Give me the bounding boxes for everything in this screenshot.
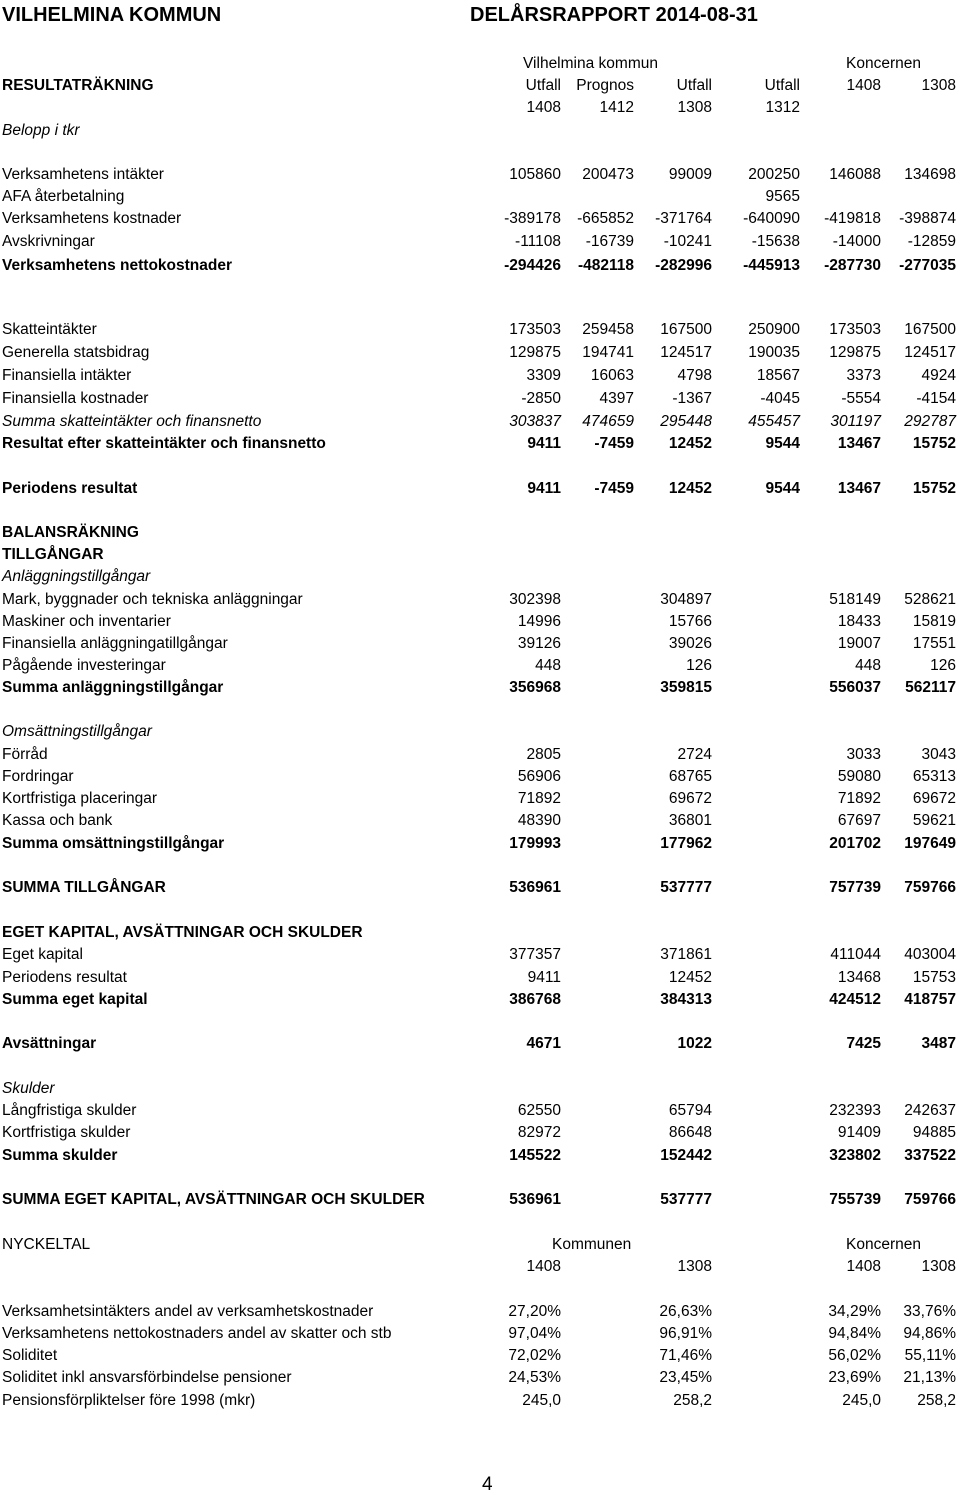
cell-value: -11108 <box>515 233 561 250</box>
cell-value: 2805 <box>526 746 561 763</box>
cell-value: -12859 <box>907 233 956 250</box>
cell-value: 386768 <box>509 991 561 1008</box>
cell-value: 1022 <box>677 1035 712 1052</box>
cell-value: 15752 <box>912 435 956 452</box>
cell-value: 39026 <box>668 635 712 652</box>
cell-value: 194741 <box>582 344 634 361</box>
cell-value: 68765 <box>668 768 712 785</box>
cell-value: 62550 <box>517 1102 561 1119</box>
row-label: Finansiella kostnader <box>2 390 149 407</box>
cell-value: -10241 <box>663 233 712 250</box>
row-label: Kortfristiga skulder <box>2 1124 131 1141</box>
cell-value: -5554 <box>841 390 881 407</box>
row-label: Omsättningstillgångar <box>2 723 152 740</box>
cell-value: 134698 <box>904 166 956 183</box>
section-title-nyckeltal: NYCKELTAL <box>2 1236 91 1253</box>
cell-value: 15753 <box>912 969 956 986</box>
cell-value: -15638 <box>751 233 800 250</box>
cell-value: 152442 <box>660 1147 712 1164</box>
cell-value: 13467 <box>837 435 881 452</box>
column-period: 1308 <box>921 1258 956 1275</box>
cell-value: 259458 <box>582 321 634 338</box>
cell-value: 69672 <box>912 790 956 807</box>
cell-value: 179993 <box>509 835 561 852</box>
row-label: Periodens resultat <box>2 480 138 497</box>
cell-value: 13467 <box>837 480 881 497</box>
section-title-resultatrakning: RESULTATRÄKNING <box>2 77 154 94</box>
cell-value: 19007 <box>837 635 881 652</box>
cell-value: 3043 <box>921 746 956 763</box>
row-label: Verksamhetens intäkter <box>2 166 164 183</box>
cell-value: 3309 <box>526 367 561 384</box>
cell-value: 295448 <box>660 413 712 430</box>
row-label: Soliditet <box>2 1347 58 1364</box>
cell-value: 403004 <box>904 946 956 963</box>
cell-value: 245,0 <box>842 1392 881 1409</box>
row-label: Verksamhetens nettokostnaders andel av skatter och stb <box>2 1325 392 1342</box>
cell-value: 411044 <box>830 946 881 963</box>
cell-value: -2850 <box>521 390 561 407</box>
cell-value: 48390 <box>517 812 561 829</box>
cell-value: 24,53% <box>508 1369 561 1386</box>
cell-value: 9411 <box>527 969 561 986</box>
row-label: Fordringar <box>2 768 74 785</box>
cell-value: 146088 <box>829 166 881 183</box>
cell-value: 173503 <box>509 321 561 338</box>
column-header: Utfall <box>764 77 800 94</box>
cell-value: 302398 <box>509 591 561 608</box>
cell-value: 94,86% <box>903 1325 956 1342</box>
row-label: Summa eget kapital <box>2 991 148 1008</box>
cell-value: 39126 <box>517 635 561 652</box>
cell-value: 304897 <box>660 591 712 608</box>
cell-value: 323802 <box>829 1147 881 1164</box>
cell-value: 15766 <box>668 613 712 630</box>
row-label: SUMMA TILLGÅNGAR <box>2 879 166 896</box>
cell-value: 384313 <box>660 991 712 1008</box>
group-header-kommunen: Kommunen <box>552 1236 632 1253</box>
cell-value: -7459 <box>594 480 634 497</box>
cell-value: 56,02% <box>828 1347 881 1364</box>
cell-value: 27,20% <box>508 1303 561 1320</box>
column-period: 1308 <box>677 1258 712 1275</box>
cell-value: 201702 <box>829 835 881 852</box>
row-label: Anläggningstillgångar <box>2 568 151 585</box>
cell-value: 65313 <box>912 768 956 785</box>
cell-value: 26,63% <box>659 1303 712 1320</box>
cell-value: 126 <box>930 657 956 674</box>
column-period: 1308 <box>677 99 712 116</box>
cell-value: 94885 <box>912 1124 956 1141</box>
cell-value: 69672 <box>668 790 712 807</box>
cell-value: 536961 <box>509 879 561 896</box>
cell-value: 3487 <box>921 1035 956 1052</box>
cell-value: 418757 <box>904 991 956 1008</box>
row-label: Skatteintäkter <box>2 321 97 338</box>
cell-value: -287730 <box>824 257 881 274</box>
cell-value: 71892 <box>837 790 881 807</box>
column-header: Prognos <box>576 77 634 94</box>
cell-value: 4397 <box>599 390 634 407</box>
row-label: Summa skulder <box>2 1147 118 1164</box>
cell-value: 16063 <box>590 367 634 384</box>
cell-value: 250900 <box>748 321 800 338</box>
cell-value: 18567 <box>756 367 800 384</box>
cell-value: -640090 <box>743 210 800 227</box>
cell-value: 167500 <box>904 321 956 338</box>
page-number: 4 <box>482 1474 493 1495</box>
cell-value: 337522 <box>904 1147 956 1164</box>
cell-value: -482118 <box>577 257 634 274</box>
cell-value: 21,13% <box>903 1369 956 1386</box>
cell-value: 126 <box>686 657 712 674</box>
cell-value: 292787 <box>904 413 956 430</box>
cell-value: 4798 <box>677 367 712 384</box>
cell-value: 3033 <box>846 746 881 763</box>
cell-value: 3373 <box>846 367 881 384</box>
cell-value: 7425 <box>846 1035 881 1052</box>
row-label: Soliditet inkl ansvarsförbindelse pensioner <box>2 1369 292 1386</box>
row-label: Verksamhetens nettokostnader <box>2 257 233 274</box>
group-header-kommun: Vilhelmina kommun <box>523 55 658 72</box>
cell-value: 448 <box>855 657 881 674</box>
cell-value: 455457 <box>748 413 800 430</box>
cell-value: 2724 <box>677 746 712 763</box>
cell-value: 9544 <box>765 435 800 452</box>
cell-value: 59621 <box>912 812 956 829</box>
cell-value: 82972 <box>517 1124 561 1141</box>
cell-value: 23,69% <box>828 1369 881 1386</box>
municipality-title: VILHELMINA KOMMUN <box>2 4 222 26</box>
cell-value: 59080 <box>837 768 881 785</box>
row-label: Kortfristiga placeringar <box>2 790 158 807</box>
report-title: DELÅRSRAPPORT 2014-08-31 <box>470 4 758 26</box>
cell-value: -445913 <box>743 257 800 274</box>
row-label: TILLGÅNGAR <box>2 546 104 563</box>
cell-value: 72,02% <box>508 1347 561 1364</box>
cell-value: 245,0 <box>522 1392 561 1409</box>
cell-value: -398874 <box>899 210 956 227</box>
cell-value: 13468 <box>837 969 881 986</box>
cell-value: 528621 <box>904 591 956 608</box>
group-header-koncern: Koncernen <box>846 55 921 72</box>
cell-value: 4671 <box>526 1035 561 1052</box>
row-label: Avskrivningar <box>2 233 95 250</box>
cell-value: 258,2 <box>917 1392 956 1409</box>
cell-value: 33,76% <box>903 1303 956 1320</box>
row-label: Periodens resultat <box>2 969 127 986</box>
row-label: Generella statsbidrag <box>2 344 150 361</box>
cell-value: 15752 <box>912 480 956 497</box>
cell-value: -371764 <box>655 210 712 227</box>
row-label: Pensionsförpliktelser före 1998 (mkr) <box>2 1392 256 1409</box>
row-label: Förråd <box>2 746 48 763</box>
cell-value: 124517 <box>904 344 956 361</box>
cell-value: 129875 <box>829 344 881 361</box>
column-header: 1408 <box>846 77 881 94</box>
cell-value: 97,04% <box>508 1325 561 1342</box>
cell-value: -16739 <box>585 233 634 250</box>
cell-value: 15819 <box>912 613 956 630</box>
column-header: Utfall <box>525 77 561 94</box>
cell-value: 9411 <box>527 480 561 497</box>
cell-value: 86648 <box>668 1124 712 1141</box>
cell-value: 17551 <box>912 635 956 652</box>
cell-value: 9544 <box>765 480 800 497</box>
group-header-koncernen: Koncernen <box>846 1236 921 1253</box>
row-label: Resultat efter skatteintäkter och finansnetto <box>2 435 326 452</box>
cell-value: -7459 <box>594 435 634 452</box>
cell-value: 12452 <box>668 480 712 497</box>
cell-value: 105860 <box>509 166 561 183</box>
cell-value: -4045 <box>760 390 800 407</box>
cell-value: -1367 <box>672 390 712 407</box>
cell-value: 14996 <box>517 613 561 630</box>
cell-value: 518149 <box>829 591 881 608</box>
cell-value: -389178 <box>504 210 561 227</box>
cell-value: 232393 <box>829 1102 881 1119</box>
cell-value: -294426 <box>504 257 561 274</box>
cell-value: 377357 <box>509 946 561 963</box>
column-period: 1312 <box>765 99 800 116</box>
cell-value: 12452 <box>668 435 712 452</box>
cell-value: 301197 <box>830 413 881 430</box>
row-label: Maskiner och inventarier <box>2 613 171 630</box>
cell-value: 371861 <box>660 946 712 963</box>
row-label: Mark, byggnader och tekniska anläggningar <box>2 591 303 608</box>
row-label: Verksamhetens kostnader <box>2 210 182 227</box>
row-label: SUMMA EGET KAPITAL, AVSÄTTNINGAR OCH SKULDER <box>2 1191 425 1208</box>
cell-value: 55,11% <box>904 1347 956 1364</box>
cell-value: 759766 <box>904 1191 956 1208</box>
unit-label: Belopp i tkr <box>2 122 80 139</box>
cell-value: 556037 <box>829 679 881 696</box>
row-label: Finansiella intäkter <box>2 367 132 384</box>
column-period: 1408 <box>526 1258 561 1275</box>
row-label: Summa anläggningstillgångar <box>2 679 224 696</box>
cell-value: 537777 <box>660 879 712 896</box>
cell-value: -419818 <box>824 210 881 227</box>
row-label: Långfristiga skulder <box>2 1102 137 1119</box>
cell-value: 34,29% <box>828 1303 881 1320</box>
cell-value: 12452 <box>668 969 712 986</box>
row-label: Summa skatteintäkter och finansnetto <box>2 413 262 430</box>
cell-value: 356968 <box>509 679 561 696</box>
cell-value: 67697 <box>837 812 881 829</box>
cell-value: 536961 <box>509 1191 561 1208</box>
row-label: BALANSRÄKNING <box>2 524 139 541</box>
cell-value: 190035 <box>748 344 800 361</box>
column-period: 1408 <box>846 1258 881 1275</box>
cell-value: 65794 <box>668 1102 712 1119</box>
cell-value: 755739 <box>829 1191 881 1208</box>
cell-value: 36801 <box>668 812 712 829</box>
cell-value: 124517 <box>660 344 712 361</box>
cell-value: 9565 <box>765 188 800 205</box>
cell-value: 303837 <box>509 413 561 430</box>
cell-value: 173503 <box>829 321 881 338</box>
row-label: Avsättningar <box>2 1035 97 1052</box>
cell-value: 99009 <box>668 166 712 183</box>
cell-value: 91409 <box>837 1124 881 1141</box>
cell-value: 759766 <box>904 879 956 896</box>
cell-value: 200473 <box>582 166 634 183</box>
row-label: EGET KAPITAL, AVSÄTTNINGAR OCH SKULDER <box>2 924 363 941</box>
cell-value: -282996 <box>655 257 712 274</box>
cell-value: -4154 <box>916 390 956 407</box>
cell-value: 145522 <box>509 1147 561 1164</box>
cell-value: 94,84% <box>828 1325 881 1342</box>
cell-value: 96,91% <box>659 1325 712 1342</box>
cell-value: 56906 <box>517 768 561 785</box>
cell-value: 177962 <box>660 835 712 852</box>
cell-value: -665852 <box>577 210 634 227</box>
cell-value: 71892 <box>517 790 561 807</box>
cell-value: 71,46% <box>659 1347 712 1364</box>
cell-value: 474659 <box>582 413 634 430</box>
cell-value: 537777 <box>660 1191 712 1208</box>
cell-value: 562117 <box>905 679 956 696</box>
cell-value: 129875 <box>509 344 561 361</box>
row-label: Finansiella anläggningatillgångar <box>2 635 228 652</box>
column-period: 1408 <box>526 99 561 116</box>
column-header: Utfall <box>676 77 712 94</box>
cell-value: 448 <box>535 657 561 674</box>
cell-value: 757739 <box>829 879 881 896</box>
row-label: Skulder <box>2 1080 55 1097</box>
row-label: Verksamhetsintäkters andel av verksamhetskostnader <box>2 1303 374 1320</box>
cell-value: -14000 <box>832 233 881 250</box>
row-label: Kassa och bank <box>2 812 113 829</box>
cell-value: 167500 <box>660 321 712 338</box>
cell-value: 242637 <box>904 1102 956 1119</box>
cell-value: 18433 <box>837 613 881 630</box>
row-label: Pågående investeringar <box>2 657 166 674</box>
cell-value: -277035 <box>899 257 956 274</box>
row-label: Eget kapital <box>2 946 83 963</box>
column-header: 1308 <box>921 77 956 94</box>
row-label: Summa omsättningstillgångar <box>2 835 225 852</box>
cell-value: 258,2 <box>673 1392 712 1409</box>
cell-value: 424512 <box>829 991 881 1008</box>
cell-value: 200250 <box>748 166 800 183</box>
cell-value: 359815 <box>660 679 712 696</box>
column-period: 1412 <box>599 99 634 116</box>
cell-value: 4924 <box>921 367 956 384</box>
row-label: AFA återbetalning <box>2 188 125 205</box>
cell-value: 197649 <box>904 835 956 852</box>
cell-value: 9411 <box>527 435 561 452</box>
cell-value: 23,45% <box>659 1369 712 1386</box>
